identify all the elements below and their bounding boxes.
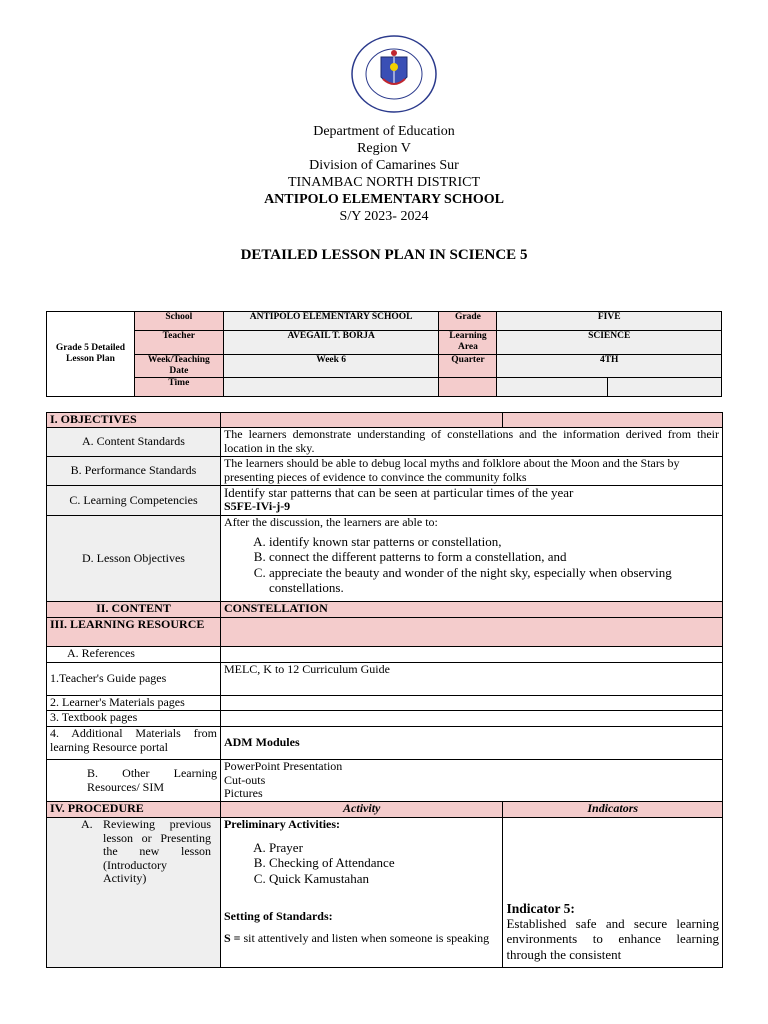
learning-area-label: Learning Area (439, 331, 497, 355)
learners-materials-blank (220, 696, 722, 711)
content-standards-text: The learners demonstrate understanding of constellations and the information derived from their location in the sky. (220, 428, 722, 457)
lesson-objectives-intro: After the discussion, the learners are able to: (223, 515, 438, 529)
performance-standards-label: B. Performance Standards (47, 457, 221, 486)
references-label: A. References (47, 647, 221, 663)
list-item: C. appreciate the beauty and wonder of the night sky, especially when observing constellations. (269, 565, 719, 596)
list-item: B. Checking of Attendance (269, 855, 499, 871)
school-value: ANTIPOLO ELEMENTARY SCHOOL (223, 312, 439, 331)
other-resource-item: Cut-outs (223, 772, 266, 787)
step-a-text: Reviewing previous lesson or Presenting the new lesson (Introductory Activity) (103, 817, 211, 885)
activity-column-header: Activity (220, 802, 502, 818)
learning-resource-blank (220, 618, 722, 647)
lesson-objectives-cell (220, 516, 722, 602)
time-blank-3 (608, 378, 722, 397)
competencies-label: C. Learning Competencies (47, 486, 221, 516)
standard-s-key: S = (223, 930, 241, 945)
teachers-guide-value: MELC, K to 12 Curriculum Guide (220, 663, 722, 696)
quarter-label: Quarter (439, 355, 497, 378)
content-standards-label: A. Content Standards (47, 428, 221, 457)
content-heading: II. CONTENT (47, 602, 221, 618)
objectives-heading: I. OBJECTIVES (47, 413, 221, 428)
plan-label: Grade 5 Detailed Lesson Plan (47, 312, 135, 397)
deped-seal-logo (351, 35, 437, 113)
time-blank-1 (439, 378, 497, 397)
letterhead (0, 123, 768, 225)
region-line: Region V (357, 141, 411, 156)
list-item: B. connect the different patterns to form a constellation, and (269, 549, 719, 565)
references-blank (220, 647, 722, 663)
other-resource-item: Pictures (223, 786, 263, 800)
indicator-text: Established safe and secure learning environments to enhance learning through the consistent (506, 915, 719, 962)
school-label: School (134, 312, 223, 331)
indicator-title: Indicator 5: (506, 901, 575, 916)
lesson-objectives-list (224, 534, 719, 596)
time-label: Time (134, 378, 223, 397)
standard-s (224, 932, 499, 946)
other-resources-label: B. Other Learning Resources/ SIM (47, 760, 221, 802)
activity-cell (220, 818, 502, 968)
district-line: TINAMBAC NORTH DISTRICT (287, 175, 481, 190)
competency-code: S5FE-IVi-j-9 (223, 498, 291, 513)
teacher-value: AVEGAIL T. BORJA (223, 331, 439, 355)
lesson-objectives-label: D. Lesson Objectives (47, 516, 221, 602)
textbook-blank (220, 711, 722, 727)
other-resource-item: PowerPoint Presentation (223, 759, 343, 773)
standards-heading: Setting of Standards: (223, 909, 333, 923)
preliminary-list (224, 840, 499, 887)
list-item: C. Quick Kamustahan (269, 871, 499, 887)
procedure-heading: IV. PROCEDURE (47, 802, 221, 818)
content-value: CONSTELLATION (220, 602, 722, 618)
division-line: Division of Camarines Sur (309, 158, 459, 173)
grade-label: Grade (439, 312, 497, 331)
teachers-guide-label: 1.Teacher's Guide pages (47, 663, 221, 696)
time-blank-2 (497, 378, 608, 397)
list-item: A. identify known star patterns or constellation, (269, 534, 719, 550)
quarter-value: 4TH (497, 355, 722, 378)
learning-resource-heading: III. LEARNING RESOURCE (47, 618, 221, 647)
additional-materials-value: ADM Modules (220, 727, 722, 760)
time-value (223, 378, 439, 397)
indicator-cell (503, 818, 723, 968)
lesson-info-table (46, 311, 722, 397)
performance-standards-text: The learners should be able to debug local myths and folklore about the Moon and the Stars by presenting pieces of evidence to convince the community folks (220, 457, 722, 486)
competencies-cell (220, 486, 722, 516)
week-label: Week/Teaching Date (134, 355, 223, 378)
objectives-blank-2 (503, 413, 723, 428)
textbook-label: 3. Textbook pages (47, 711, 221, 727)
competencies-text: Identify star patterns that can be seen at particular times of the year (223, 485, 574, 500)
step-a-cell (47, 818, 221, 968)
school-line: ANTIPOLO ELEMENTARY SCHOOL (264, 192, 504, 207)
lesson-plan-table (46, 412, 723, 968)
additional-materials-label: 4. Additional Materials from learning Resource portal (47, 727, 221, 760)
week-value: Week 6 (223, 355, 439, 378)
standard-s-text: sit attentively and listen when someone is speaking (243, 930, 490, 945)
learners-materials-label: 2. Learner's Materials pages (47, 696, 221, 711)
learning-area-value: SCIENCE (497, 331, 722, 355)
list-item: A. Prayer (269, 840, 499, 856)
grade-value: FIVE (497, 312, 722, 331)
objectives-blank (220, 413, 502, 428)
preliminary-heading: Preliminary Activities: (223, 817, 341, 831)
indicators-column-header: Indicators (503, 802, 723, 818)
other-resources-cell (220, 760, 722, 802)
step-a: A. Reviewing previous lesson or Presenting the new lesson (Introductory Activity) (81, 817, 211, 885)
teacher-label: Teacher (134, 331, 223, 355)
school-year-line: S/Y 2023- 2024 (339, 209, 429, 224)
document-title: DETAILED LESSON PLAN IN SCIENCE 5 (240, 247, 528, 263)
department-line: Department of Education (313, 124, 455, 139)
